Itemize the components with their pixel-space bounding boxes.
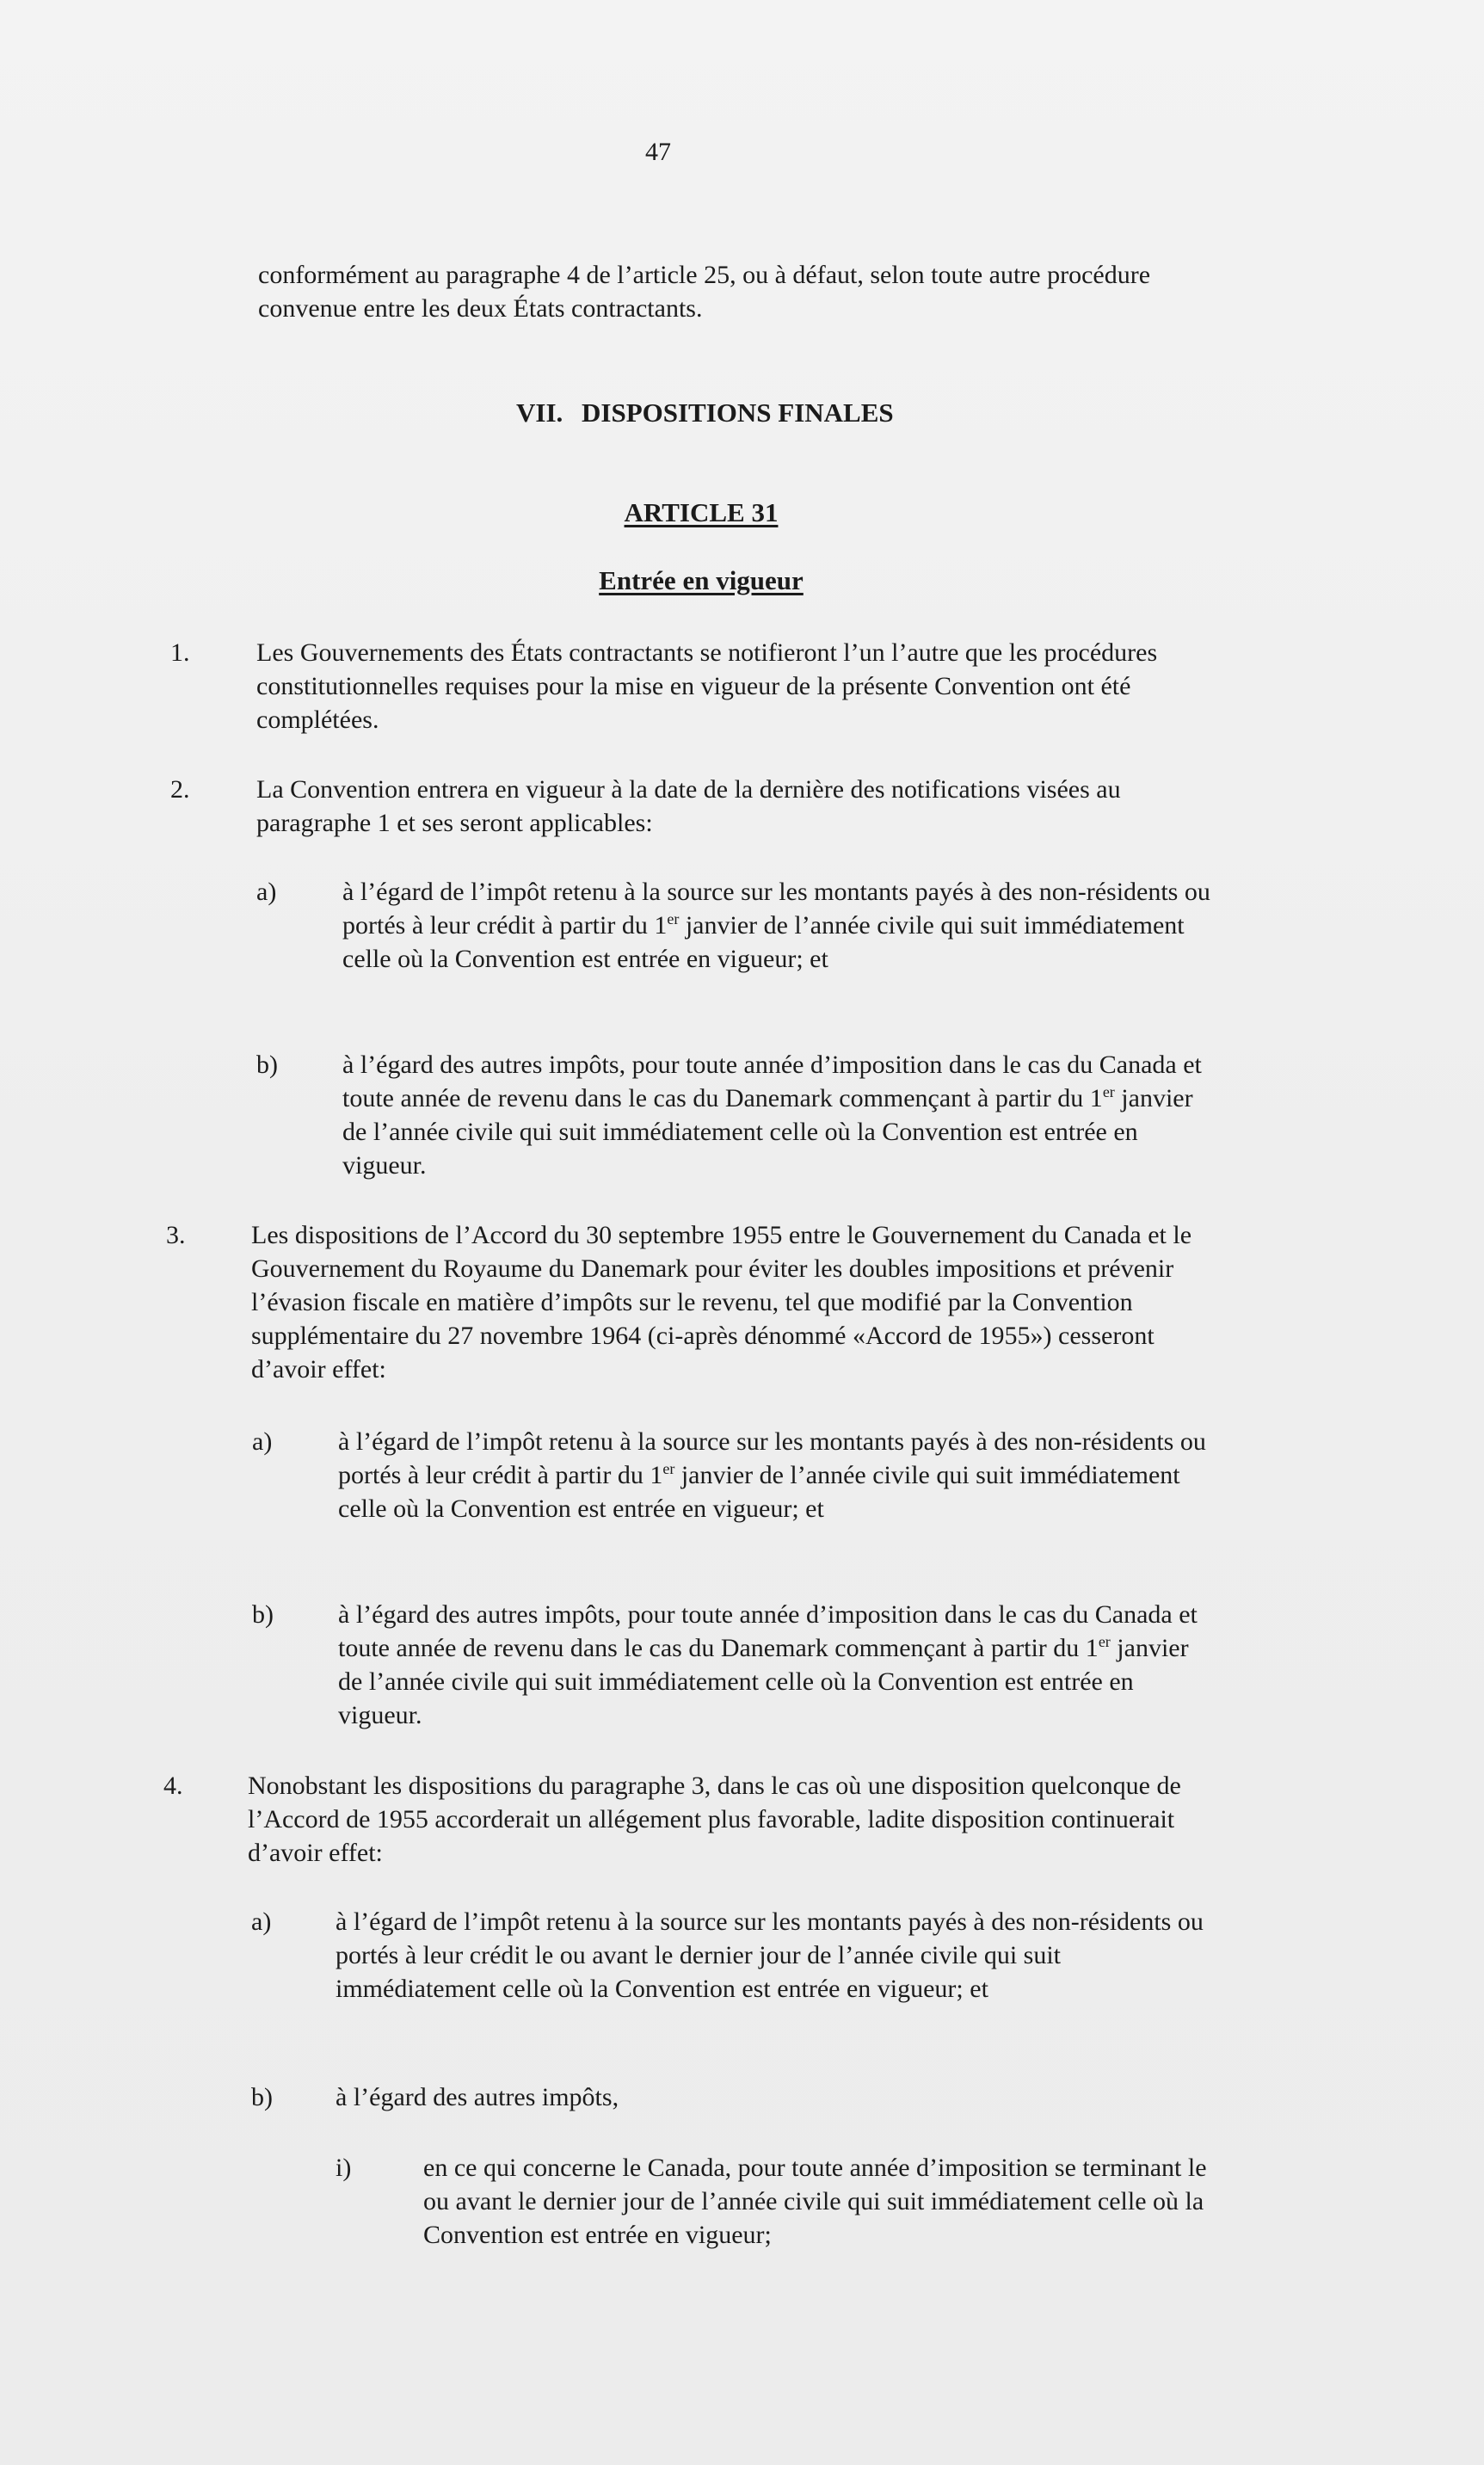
item-text: à l’égard des autres impôts, pour toute année d’imposition dans le cas du Canada et toute année de revenu dans le cas du Danemark commençant à partir du 1er janvier de l’année civile qui suit immédiatement celle où la Convention est entrée en vigueur. bbox=[338, 1600, 1198, 1729]
paragraph-text: Nonobstant les dispositions du paragraphe 3, dans le cas où une disposition quelconque de l’Accord de 1955 accorderait un allégement plus favorable, ladite disposition continuerait d’avoir effet: bbox=[248, 1772, 1181, 1867]
article-subtitle: Entrée en vigueur bbox=[599, 565, 804, 595]
intro-text: conformément au paragraphe 4 de l’article 25, ou à défaut, selon toute autre procédure convenue entre les deux États contractants. bbox=[258, 261, 1151, 323]
subitem-label: i) bbox=[336, 2154, 352, 2182]
paragraph-text: Les Gouvernements des États contractants se notifieront l’un l’autre que les procédures constitutionnelles requises pour la mise en vigueur de la présente Convention ont été complétées. bbox=[256, 638, 1158, 734]
item-label: b) bbox=[251, 2083, 273, 2111]
item-text: à l’égard de l’impôt retenu à la source sur les montants payés à des non-résidents ou portés à leur crédit à partir du 1er janvier de l’année civile qui suit immédiatement celle où la Convention est entrée en vigueur; et bbox=[342, 878, 1210, 973]
paragraph-number: 2. bbox=[170, 775, 190, 804]
item-label: b) bbox=[256, 1051, 278, 1079]
paragraph-number: 4. bbox=[163, 1772, 183, 1800]
subitem-text: en ce qui concerne le Canada, pour toute année d’imposition se terminant le ou avant le dernier jour de l’année civile qui suit immédiatement celle où la Convention est entrée en vigueur; bbox=[423, 2154, 1207, 2249]
article-title: ARTICLE 31 bbox=[624, 497, 779, 527]
item-label: b) bbox=[252, 1600, 274, 1629]
item-label: a) bbox=[256, 878, 277, 906]
item-text: à l’égard de l’impôt retenu à la source sur les montants payés à des non-résidents ou portés à leur crédit à partir du 1er janvier de l’année civile qui suit immédiatement celle où la Convention est entrée en vigueur; et bbox=[338, 1427, 1206, 1523]
section-title: DISPOSITIONS FINALES bbox=[582, 397, 894, 428]
paragraph-number: 3. bbox=[166, 1221, 186, 1249]
item-label: a) bbox=[251, 1907, 272, 1936]
paragraph-number: 1. bbox=[170, 638, 190, 667]
item-text: à l’égard de l’impôt retenu à la source sur les montants payés à des non-résidents ou portés à leur crédit le ou avant le dernier jour de l’année civile qui suit immédiatement celle où la Convention est entrée en vigueur; et bbox=[336, 1907, 1204, 2003]
item-text: à l’égard des autres impôts, bbox=[336, 2083, 619, 2111]
section-number: VII. bbox=[516, 397, 563, 428]
item-label: a) bbox=[252, 1427, 273, 1456]
page-number: 47 bbox=[645, 138, 671, 166]
paragraph-text: La Convention entrera en vigueur à la date de la dernière des notifications visées au paragraphe 1 et ses seront applicables: bbox=[256, 775, 1121, 837]
paragraph-text: Les dispositions de l’Accord du 30 septembre 1955 entre le Gouvernement du Canada et le Gouvernement du Royaume du Danemark pour éviter les doubles impositions et prévenir l’évasion fiscale en matière d’impôts sur le revenu, tel que modifié par la Convention supplémentaire du 27 novembre 1964 (ci-après dénommé «Accord de 1955») cesseront d’avoir effet: bbox=[251, 1221, 1192, 1383]
item-text: à l’égard des autres impôts, pour toute année d’imposition dans le cas du Canada et toute année de revenu dans le cas du Danemark commençant à partir du 1er janvier de l’année civile qui suit immédiatement celle où la Convention est entrée en vigueur. bbox=[342, 1051, 1202, 1180]
